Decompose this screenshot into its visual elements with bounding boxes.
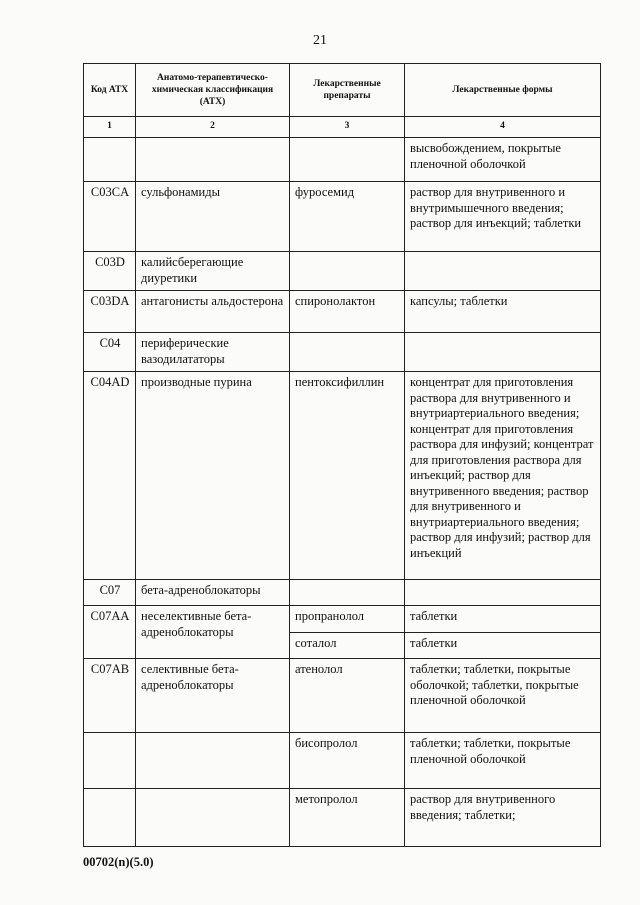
table-row — [84, 580, 601, 606]
drug-cell: бисопролол — [290, 733, 405, 789]
dosage-form-cell: таблетки; таблетки, покрытые оболочкой; таблетки, покрытые пленочной оболочкой — [405, 659, 601, 733]
drug-cell — [290, 580, 405, 606]
table-row — [84, 138, 601, 182]
table-row — [84, 291, 601, 333]
atx-code-cell: C07AB — [84, 659, 136, 733]
classification-cell — [136, 733, 290, 789]
atx-code-cell: C07 — [84, 580, 136, 606]
drug-cell: метопролол — [290, 789, 405, 847]
table-row — [84, 333, 601, 372]
classification-cell: калийсберегающие диуретики — [136, 252, 290, 291]
atx-code-cell — [84, 138, 136, 182]
atx-table — [83, 63, 601, 847]
drug-cell — [290, 333, 405, 372]
dosage-form-cell: раствор для внутривенного и внутримышечного введения; раствор для инъекций; таблетки — [405, 182, 601, 252]
atx-code-cell: C04AD — [84, 372, 136, 580]
atx-code-cell: C03CA — [84, 182, 136, 252]
dosage-form-cell — [405, 580, 601, 606]
column-number: 1 — [84, 117, 136, 138]
classification-cell — [136, 789, 290, 847]
classification-cell: селективные бета-адреноблокаторы — [136, 659, 290, 733]
table-row — [84, 182, 601, 252]
page-number: 21 — [313, 33, 327, 48]
column-number-row — [84, 117, 601, 138]
table-header-row — [84, 64, 601, 117]
classification-cell: производные пурина — [136, 372, 290, 580]
table-row — [84, 372, 601, 580]
column-number: 3 — [290, 117, 405, 138]
drug-cell: спиронолактон — [290, 291, 405, 333]
classification-cell: периферические вазодилататоры — [136, 333, 290, 372]
dosage-form-cell: таблетки — [405, 633, 601, 659]
drug-cell — [290, 252, 405, 291]
drug-cell: соталол — [290, 633, 405, 659]
atx-code-cell: C03DA — [84, 291, 136, 333]
classification-cell: антагонисты альдостерона — [136, 291, 290, 333]
header-drugs: Лекарственные препараты — [290, 64, 405, 117]
atx-code-cell — [84, 733, 136, 789]
dosage-form-cell: высвобождением, покрытые пленочной оболочкой — [405, 138, 601, 182]
dosage-form-cell: раствор для внутривенного введения; таблетки; — [405, 789, 601, 847]
header-atx-classification: Анатомо-терапевтическо-химическая классификация (АТХ) — [136, 64, 290, 117]
header-dosage-forms: Лекарственные формы — [405, 64, 601, 117]
classification-cell: сульфонамиды — [136, 182, 290, 252]
table-row — [84, 659, 601, 733]
dosage-form-cell: таблетки; таблетки, покрытые пленочной оболочкой — [405, 733, 601, 789]
classification-cell: бета-адреноблокаторы — [136, 580, 290, 606]
atx-code-cell — [84, 789, 136, 847]
table-row — [84, 789, 601, 847]
footer-document-code: 00702(n)(5.0) — [83, 855, 154, 869]
dosage-form-cell: капсулы; таблетки — [405, 291, 601, 333]
atx-code-cell: C03D — [84, 252, 136, 291]
dosage-form-cell: концентрат для приготовления раствора для внутривенного и внутриартериального введения; концентрат для приготовления раствора для инфузий; концентрат для приготовления раствора для инъекций; раствор для внутривенного введения; раствор для внутривенного и внутриартериального введения; раствор для инфузий; раствор для инъекций — [405, 372, 601, 580]
drug-cell — [290, 138, 405, 182]
dosage-form-cell: таблетки — [405, 606, 601, 633]
header-atx-code: Код АТХ — [84, 64, 136, 117]
column-number: 2 — [136, 117, 290, 138]
table-row — [84, 252, 601, 291]
drug-cell: фуросемид — [290, 182, 405, 252]
dosage-form-cell — [405, 252, 601, 291]
drug-cell: пентоксифиллин — [290, 372, 405, 580]
classification-cell: неселективные бета-адреноблокаторы — [136, 606, 290, 659]
dosage-form-cell — [405, 333, 601, 372]
column-number: 4 — [405, 117, 601, 138]
drug-cell: атенолол — [290, 659, 405, 733]
classification-cell — [136, 138, 290, 182]
atx-code-cell: C07AA — [84, 606, 136, 659]
drug-cell: пропранолол — [290, 606, 405, 633]
table-row — [84, 733, 601, 789]
atx-code-cell: C04 — [84, 333, 136, 372]
table-row — [84, 606, 601, 633]
